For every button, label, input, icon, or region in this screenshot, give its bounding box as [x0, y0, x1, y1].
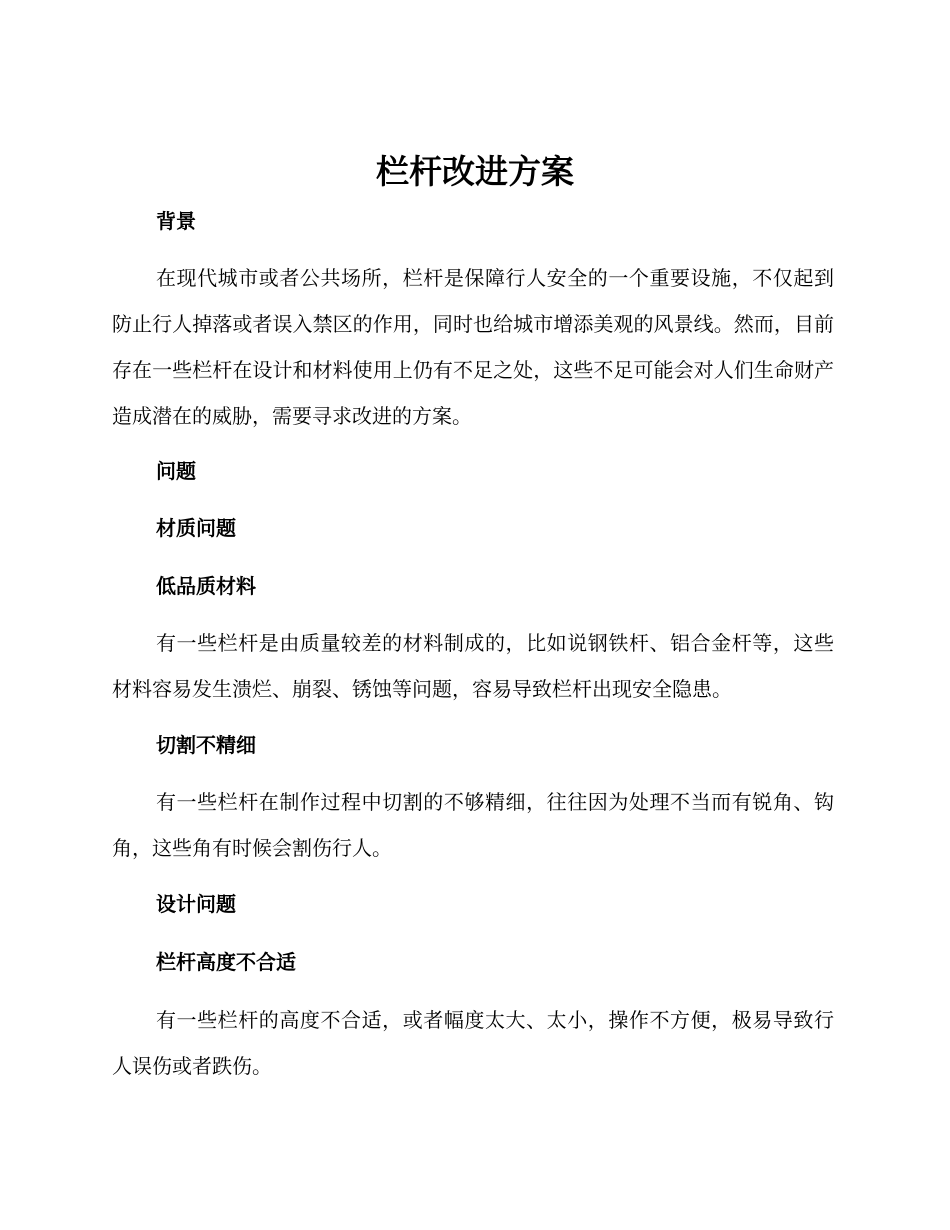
- heading-problems: 问题: [156, 459, 196, 483]
- paragraph-railing-height: 有一些栏杆的高度不合适，或者幅度太大、太小，操作不方便，极易导致行人误伤或者跌伤。: [112, 1008, 834, 1078]
- heading-background: 背景: [156, 209, 196, 233]
- page-title: 栏杆改进方案: [376, 152, 574, 191]
- heading-design-problems: 设计问题: [156, 892, 236, 916]
- heading-low-quality-material: 低品质材料: [156, 574, 256, 598]
- heading-material-problems: 材质问题: [156, 516, 236, 540]
- paragraph-imprecise-cutting: 有一些栏杆在制作过程中切割的不够精细，往往因为处理不当而有锐角、钩角，这些角有时候会割伤行人。: [112, 790, 834, 860]
- heading-railing-height: 栏杆高度不合适: [156, 950, 296, 974]
- heading-imprecise-cutting: 切割不精细: [156, 733, 256, 757]
- paragraph-background: 在现代城市或者公共场所，栏杆是保障行人安全的一个重要设施，不仅起到防止行人掉落或者误入禁区的作用，同时也给城市增添美观的风景线。然而，目前存在一些栏杆在设计和材料使用上仍有不足之处，这些不足可能会对人们生命财产造成潜在的威胁，需要寻求改进的方案。: [112, 266, 834, 428]
- paragraph-low-quality-material: 有一些栏杆是由质量较差的材料制成的，比如说钢铁杆、铝合金杆等，这些材料容易发生溃烂、崩裂、锈蚀等问题，容易导致栏杆出现安全隐患。: [112, 631, 834, 701]
